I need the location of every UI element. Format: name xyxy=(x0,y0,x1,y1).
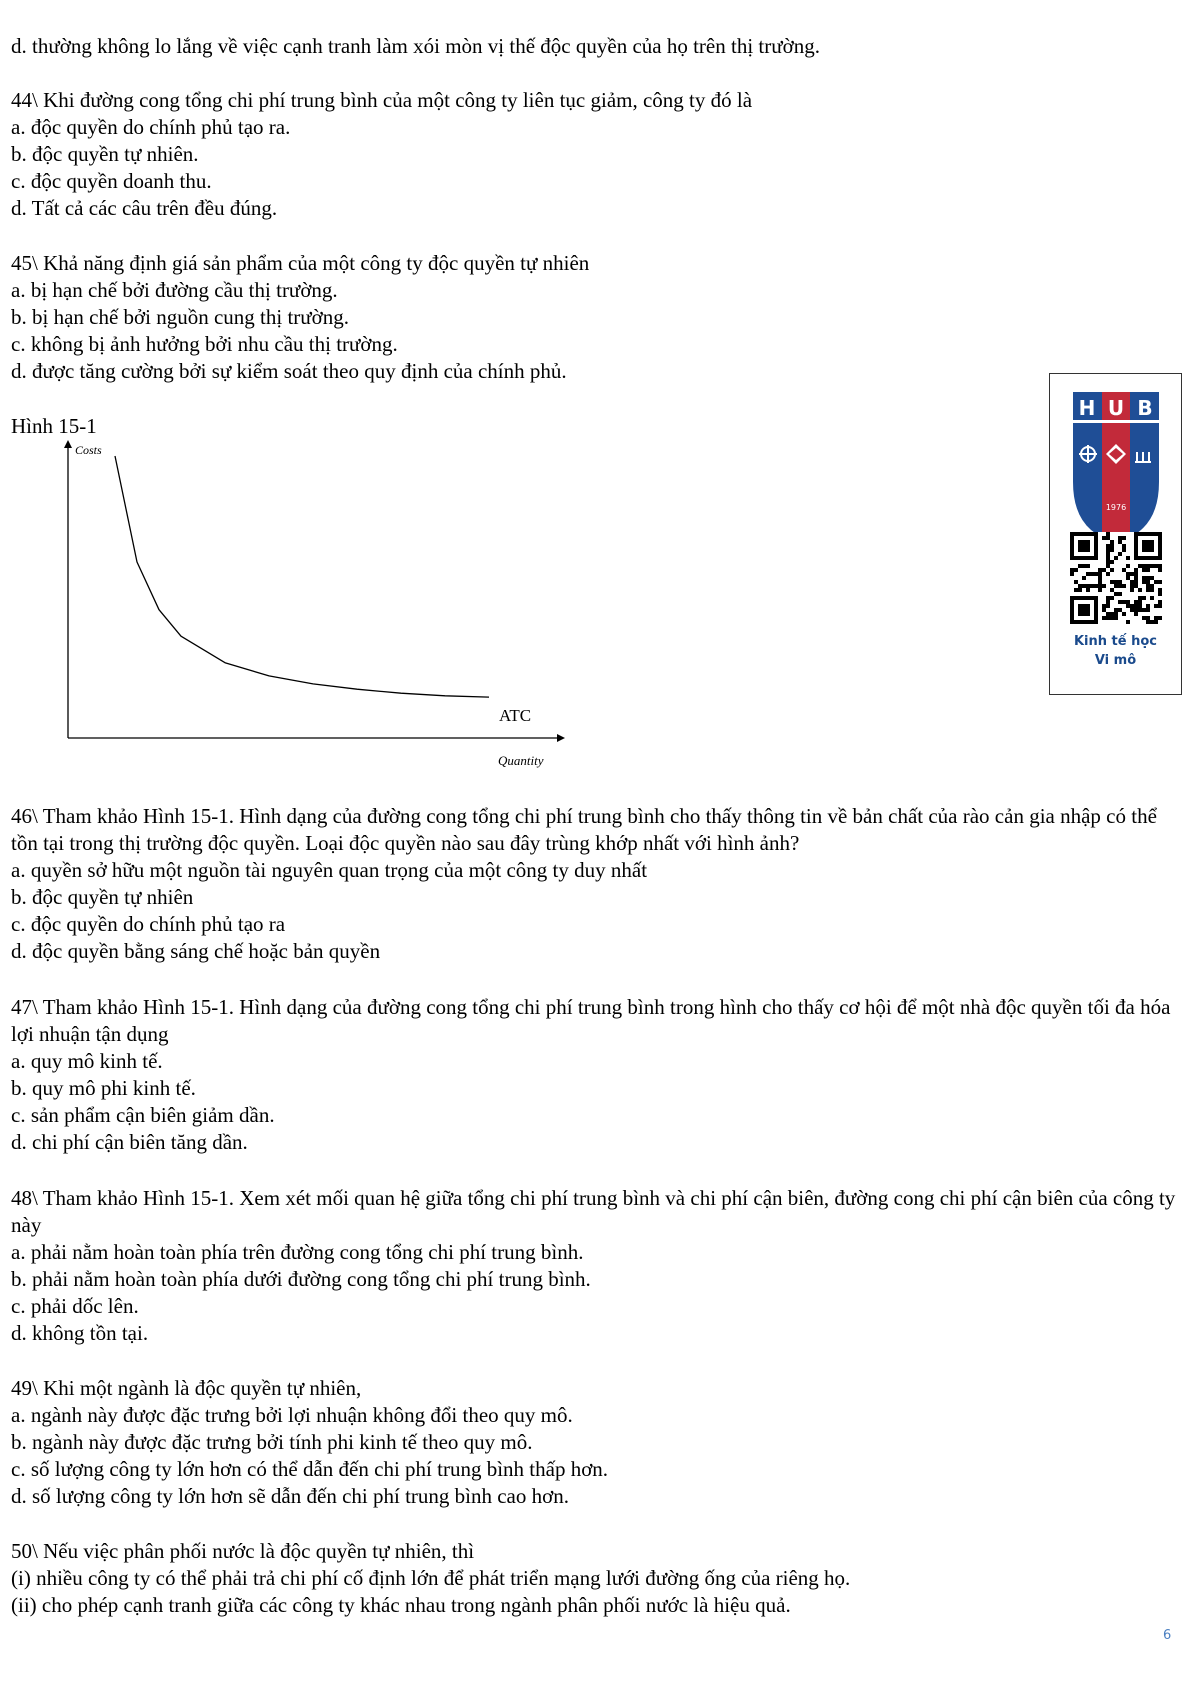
logo-letter-h: H xyxy=(1078,396,1096,420)
option-44-b: b. độc quyền tự nhiên. xyxy=(11,142,199,166)
question-48: 48\ Tham khảo Hình 15-1. Xem xét mối quan hệ giữa tổng chi phí trung bình và chi phí cận biên, đường cong chi phí cận biên của công ty này xyxy=(11,1186,1176,1237)
question-46: 46\ Tham khảo Hình 15-1. Hình dạng của đường cong tổng chi phí trung bình cho thấy thông tin về bản chất của rào cản gia nhập có thể tồn tại trong thị trường độc quyền. Loại độc quyền nào sau đây trùng khớp nhất với hình ảnh? xyxy=(11,804,1157,855)
option-48-b: b. phải nằm hoàn toàn phía dưới đường cong tổng chi phí trung bình. xyxy=(11,1267,591,1291)
y-axis-label: Costs xyxy=(75,443,102,457)
question-45: 45\ Khả năng định giá sản phẩm của một công ty độc quyền tự nhiên xyxy=(11,251,590,275)
option-49-d: d. số lượng công ty lớn hơn sẽ dẫn đến chi phí trung bình cao hơn. xyxy=(11,1484,569,1508)
option-48-d: d. không tồn tại. xyxy=(11,1321,149,1345)
x-axis-label: Quantity xyxy=(498,753,544,768)
option-46-a: a. quyền sở hữu một nguồn tài nguyên quan trọng của một công ty duy nhất xyxy=(11,858,648,882)
series-layer xyxy=(115,456,489,697)
y-axis-arrow xyxy=(64,440,72,448)
option-46-b: b. độc quyền tự nhiên xyxy=(11,885,194,909)
logo-caption-line1: Kinh tế học xyxy=(1073,634,1157,649)
option-44-d: d. Tất cả các câu trên đều đúng. xyxy=(11,196,278,220)
shield-white-band xyxy=(1073,420,1159,423)
logo-letter-u: U xyxy=(1107,396,1125,420)
option-49-c: c. số lượng công ty lớn hơn có thể dẫn đến chi phí trung bình thấp hơn. xyxy=(11,1457,609,1481)
x-axis-arrow xyxy=(557,734,565,742)
logo-caption-line2: Vi mô xyxy=(1094,653,1137,668)
option-45-a: a. bị hạn chế bởi đường cầu thị trường. xyxy=(11,278,338,302)
figure-caption: Hình 15-1 xyxy=(11,414,97,438)
option-45-b: b. bị hạn chế bởi nguồn cung thị trường. xyxy=(11,305,350,329)
chart-axes xyxy=(64,440,565,742)
question-50: 50\ Nếu việc phân phối nước là độc quyền tự nhiên, thì xyxy=(11,1539,475,1563)
logo-letter-b: B xyxy=(1137,396,1153,420)
option-47-b: b. quy mô phi kinh tế. xyxy=(11,1076,196,1100)
question-49: 49\ Khi một ngành là độc quyền tự nhiên, xyxy=(11,1376,362,1400)
atc-curve xyxy=(115,456,489,697)
hub-shield-logo xyxy=(1051,382,1181,552)
option-49-b: b. ngành này được đặc trưng bởi tính phi kinh tế theo quy mô. xyxy=(11,1430,533,1454)
option-48-c: c. phải dốc lên. xyxy=(11,1294,139,1318)
curve-label-atc: ATC xyxy=(499,706,532,725)
logo-year: 1976 xyxy=(1105,503,1127,512)
option-48-a: a. phải nằm hoàn toàn phía trên đường cong tổng chi phí trung bình. xyxy=(11,1240,584,1264)
option-47-a: a. quy mô kinh tế. xyxy=(11,1049,163,1073)
option-45-d: d. được tăng cường bởi sự kiểm soát theo quy định của chính phủ. xyxy=(11,359,567,383)
option-45-c: c. không bị ảnh hưởng bởi nhu cầu thị trường. xyxy=(11,332,398,356)
option-47-d: d. chi phí cận biên tăng dần. xyxy=(11,1130,248,1154)
hub-logo-box xyxy=(1049,373,1182,695)
question-44: 44\ Khi đường cong tổng chi phí trung bình của một công ty liên tục giảm, công ty đó là xyxy=(11,88,753,112)
option-46-c: c. độc quyền do chính phủ tạo ra xyxy=(11,912,286,936)
option-44-c: c. độc quyền doanh thu. xyxy=(11,169,212,193)
page-number: 6 xyxy=(1163,1628,1172,1643)
option-49-a: a. ngành này được đặc trưng bởi lợi nhuận không đổi theo quy mô. xyxy=(11,1403,573,1427)
atc-chart xyxy=(11,418,591,778)
statement-50-ii: (ii) cho phép cạnh tranh giữa các công ty khác nhau trong ngành phân phối nước là hiệu quả. xyxy=(11,1593,791,1617)
option-46-d: d. độc quyền bằng sáng chế hoặc bản quyền xyxy=(11,939,381,963)
question-47: 47\ Tham khảo Hình 15-1. Hình dạng của đường cong tổng chi phí trung bình trong hình cho thấy cơ hội để một nhà độc quyền tối đa hóa lợi nhuận tận dụng xyxy=(11,995,1171,1046)
option-47-c: c. sản phẩm cận biên giảm dần. xyxy=(11,1103,275,1127)
statement-50-i: (i) nhiều công ty có thể phải trả chi phí cố định lớn để phát triển mạng lưới đường ống của riêng họ. xyxy=(11,1566,851,1590)
option-44-a: a. độc quyền do chính phủ tạo ra. xyxy=(11,115,291,139)
qr-code-icon xyxy=(1070,532,1162,624)
text-line: d. thường không lo lắng về việc cạnh tranh làm xói mòn vị thế độc quyền của họ trên thị trường. xyxy=(11,34,820,58)
